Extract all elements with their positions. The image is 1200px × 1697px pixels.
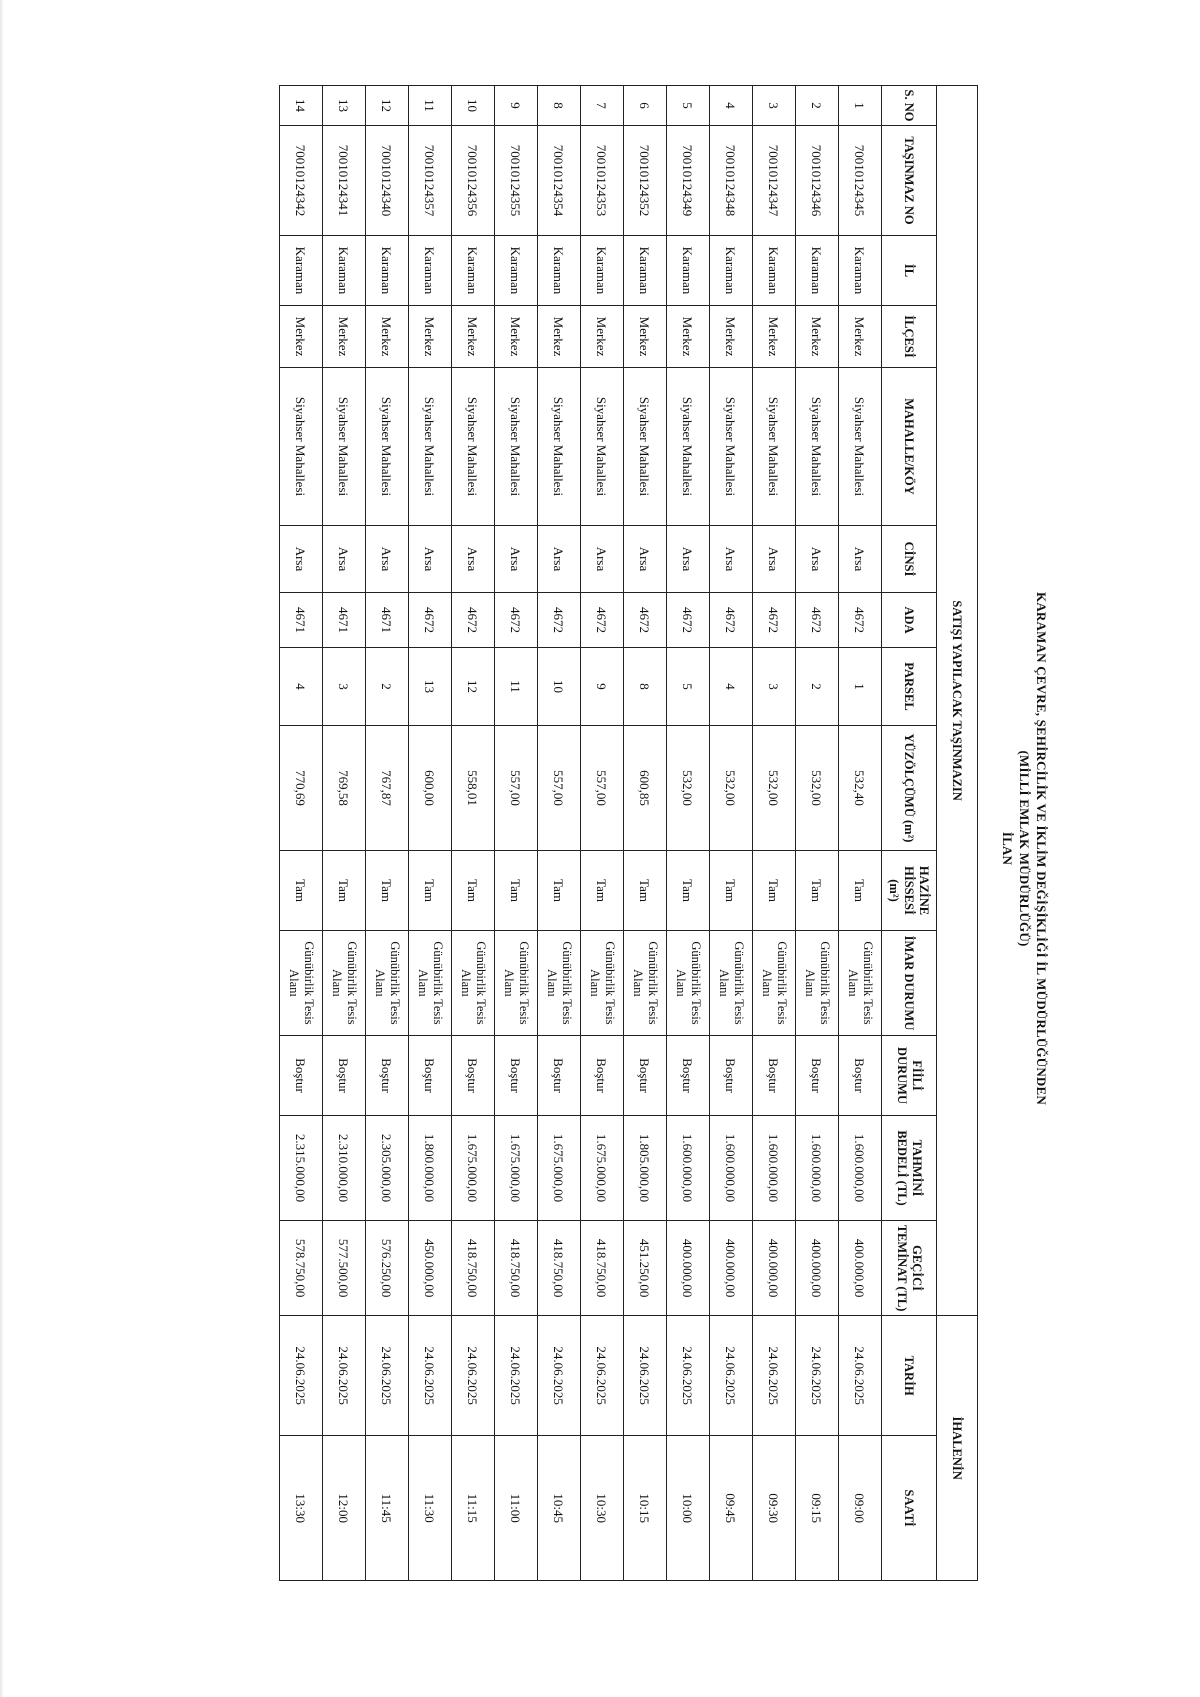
cell-yuzolcum: 532,00	[710, 726, 753, 851]
table-row	[581, 86, 624, 1581]
cell-mahalle: Siyahser Mahallesi	[495, 368, 538, 526]
cell-teminat: 418.750,00	[538, 1221, 581, 1316]
cell-hazine: Tam	[796, 851, 839, 931]
cell-bedel: 1.675.000,00	[581, 1116, 624, 1221]
cell-cins: Arsa	[323, 526, 366, 593]
table-row	[667, 86, 710, 1581]
cell-imar: Günübirlik Tesis Alanı	[452, 931, 495, 1036]
cell-mahalle: Siyahser Mahallesi	[323, 368, 366, 526]
cell-teminat: 577.500,00	[323, 1221, 366, 1316]
cell-yuzolcum: 600,85	[624, 726, 667, 851]
cell-fiili: Boştur	[667, 1036, 710, 1116]
cell-hazine: Tam	[624, 851, 667, 931]
cell-tasinmaz: 70010124355	[495, 126, 538, 236]
col-header-imar: İMAR DURUMU	[882, 931, 937, 1036]
cell-bedel: 1.600.000,00	[753, 1116, 796, 1221]
cell-tasinmaz: 70010124345	[839, 126, 882, 236]
table-row	[624, 86, 667, 1581]
cell-sno: 7	[581, 86, 624, 126]
group-header-row	[937, 86, 978, 1581]
cell-bedel: 2.305.000,00	[366, 1116, 409, 1221]
cell-sno: 5	[667, 86, 710, 126]
cell-tasinmaz: 70010124348	[710, 126, 753, 236]
cell-cins: Arsa	[581, 526, 624, 593]
cell-ilce: Merkez	[452, 306, 495, 368]
cell-parsel: 2	[366, 648, 409, 726]
cell-ilce: Merkez	[581, 306, 624, 368]
cell-tasinmaz: 70010124347	[753, 126, 796, 236]
cell-parsel: 2	[796, 648, 839, 726]
cell-imar: Günübirlik Tesis Alanı	[839, 931, 882, 1036]
cell-tarih: 24.06.2025	[495, 1316, 538, 1436]
cell-fiili: Boştur	[323, 1036, 366, 1116]
cell-tarih: 24.06.2025	[323, 1316, 366, 1436]
group-header-auction: İHALENİN	[937, 1316, 978, 1581]
cell-ilce: Merkez	[624, 306, 667, 368]
cell-ada: 4672	[667, 593, 710, 648]
cell-tarih: 24.06.2025	[753, 1316, 796, 1436]
table-row	[753, 86, 796, 1581]
cell-il: Karaman	[624, 236, 667, 306]
cell-il: Karaman	[366, 236, 409, 306]
cell-mahalle: Siyahser Mahallesi	[796, 368, 839, 526]
cell-parsel: 8	[624, 648, 667, 726]
cell-tasinmaz: 70010124342	[280, 126, 323, 236]
cell-ada: 4671	[323, 593, 366, 648]
cell-parsel: 3	[753, 648, 796, 726]
cell-cins: Arsa	[366, 526, 409, 593]
cell-yuzolcum: 532,00	[667, 726, 710, 851]
cell-hazine: Tam	[409, 851, 452, 931]
cell-imar: Günübirlik Tesis Alanı	[624, 931, 667, 1036]
cell-hazine: Tam	[667, 851, 710, 931]
cell-il: Karaman	[409, 236, 452, 306]
cell-tarih: 24.06.2025	[538, 1316, 581, 1436]
cell-yuzolcum: 769,58	[323, 726, 366, 851]
cell-mahalle: Siyahser Mahallesi	[409, 368, 452, 526]
cell-tarih: 24.06.2025	[667, 1316, 710, 1436]
table-body	[280, 86, 882, 1581]
cell-mahalle: Siyahser Mahallesi	[538, 368, 581, 526]
cell-hazine: Tam	[452, 851, 495, 931]
cell-parsel: 13	[409, 648, 452, 726]
cell-ilce: Merkez	[753, 306, 796, 368]
cell-il: Karaman	[538, 236, 581, 306]
cell-cins: Arsa	[624, 526, 667, 593]
cell-parsel: 5	[667, 648, 710, 726]
col-header-yuzolcum: YÜZÖLÇÜMÜ (m²)	[882, 726, 937, 851]
table-row	[538, 86, 581, 1581]
cell-teminat: 450.000,00	[409, 1221, 452, 1316]
cell-fiili: Boştur	[452, 1036, 495, 1116]
cell-ada: 4671	[280, 593, 323, 648]
col-header-hazine: HAZİNE HİSSESİ (m²)	[882, 851, 937, 931]
cell-imar: Günübirlik Tesis Alanı	[667, 931, 710, 1036]
cell-teminat: 400.000,00	[753, 1221, 796, 1316]
cell-saat: 11:30	[409, 1436, 452, 1581]
cell-fiili: Boştur	[280, 1036, 323, 1116]
cell-ada: 4672	[409, 593, 452, 648]
cell-ada: 4672	[452, 593, 495, 648]
cell-teminat: 451.250,00	[624, 1221, 667, 1316]
cell-saat: 11:45	[366, 1436, 409, 1581]
table-row	[495, 86, 538, 1581]
cell-tarih: 24.06.2025	[452, 1316, 495, 1436]
cell-tasinmaz: 70010124357	[409, 126, 452, 236]
cell-mahalle: Siyahser Mahallesi	[581, 368, 624, 526]
cell-sno: 2	[796, 86, 839, 126]
cell-yuzolcum: 557,00	[581, 726, 624, 851]
cell-tasinmaz: 70010124353	[581, 126, 624, 236]
cell-ilce: Merkez	[710, 306, 753, 368]
cell-tarih: 24.06.2025	[366, 1316, 409, 1436]
cell-yuzolcum: 532,00	[753, 726, 796, 851]
cell-ilce: Merkez	[495, 306, 538, 368]
cell-ada: 4672	[495, 593, 538, 648]
cell-fiili: Boştur	[710, 1036, 753, 1116]
cell-ilce: Merkez	[538, 306, 581, 368]
cell-tasinmaz: 70010124341	[323, 126, 366, 236]
cell-bedel: 1.675.000,00	[495, 1116, 538, 1221]
col-header-ada: ADA	[882, 593, 937, 648]
header-line-1: KARAMAN ÇEVRE, ŞEHİRCİLİK VE İKLİM DEĞİŞİKLİĞİ İL MÜDÜRLÜĞÜNDEN	[1034, 592, 1049, 1105]
cell-il: Karaman	[667, 236, 710, 306]
cell-ilce: Merkez	[366, 306, 409, 368]
cell-tarih: 24.06.2025	[409, 1316, 452, 1436]
cell-teminat: 400.000,00	[710, 1221, 753, 1316]
cell-teminat: 418.750,00	[452, 1221, 495, 1316]
cell-bedel: 1.600.000,00	[710, 1116, 753, 1221]
cell-tarih: 24.06.2025	[839, 1316, 882, 1436]
cell-saat: 11:15	[452, 1436, 495, 1581]
cell-il: Karaman	[581, 236, 624, 306]
table-row	[839, 86, 882, 1581]
cell-cins: Arsa	[796, 526, 839, 593]
group-header-property: SATIŞI YAPILACAK TAŞINMAZIN	[937, 86, 978, 1316]
cell-yuzolcum: 770,69	[280, 726, 323, 851]
cell-fiili: Boştur	[624, 1036, 667, 1116]
cell-ada: 4672	[796, 593, 839, 648]
col-header-saat: SAATİ	[882, 1436, 937, 1581]
auction-table	[279, 85, 978, 1581]
cell-sno: 11	[409, 86, 452, 126]
cell-imar: Günübirlik Tesis Alanı	[409, 931, 452, 1036]
table-row	[366, 86, 409, 1581]
cell-ada: 4672	[839, 593, 882, 648]
cell-bedel: 1.675.000,00	[452, 1116, 495, 1221]
cell-hazine: Tam	[280, 851, 323, 931]
cell-yuzolcum: 600,00	[409, 726, 452, 851]
cell-parsel: 12	[452, 648, 495, 726]
cell-imar: Günübirlik Tesis Alanı	[323, 931, 366, 1036]
col-header-tasinmaz: TAŞINMAZ NO	[882, 126, 937, 236]
column-header-row	[882, 86, 937, 1581]
cell-cins: Arsa	[753, 526, 796, 593]
cell-imar: Günübirlik Tesis Alanı	[581, 931, 624, 1036]
cell-imar: Günübirlik Tesis Alanı	[495, 931, 538, 1036]
col-header-fiili: FİİLİ DURUMU	[882, 1036, 937, 1116]
cell-fiili: Boştur	[495, 1036, 538, 1116]
cell-tasinmaz: 70010124356	[452, 126, 495, 236]
cell-mahalle: Siyahser Mahallesi	[710, 368, 753, 526]
col-header-bedel: TAHMİNİ BEDELİ (TL)	[882, 1116, 937, 1221]
cell-tarih: 24.06.2025	[710, 1316, 753, 1436]
cell-saat: 09:00	[839, 1436, 882, 1581]
cell-saat: 10:15	[624, 1436, 667, 1581]
cell-il: Karaman	[710, 236, 753, 306]
cell-tarih: 24.06.2025	[280, 1316, 323, 1436]
cell-tarih: 24.06.2025	[796, 1316, 839, 1436]
cell-ada: 4672	[710, 593, 753, 648]
cell-hazine: Tam	[581, 851, 624, 931]
col-header-cins: CİNSİ	[882, 526, 937, 593]
cell-il: Karaman	[753, 236, 796, 306]
cell-sno: 6	[624, 86, 667, 126]
cell-tasinmaz: 70010124349	[667, 126, 710, 236]
cell-cins: Arsa	[667, 526, 710, 593]
col-header-sno: S. NO	[882, 86, 937, 126]
cell-yuzolcum: 557,00	[538, 726, 581, 851]
col-header-tarih: TARİH	[882, 1316, 937, 1436]
table-row	[280, 86, 323, 1581]
cell-cins: Arsa	[280, 526, 323, 593]
cell-ilce: Merkez	[323, 306, 366, 368]
cell-bedel: 1.805.000,00	[624, 1116, 667, 1221]
cell-parsel: 10	[538, 648, 581, 726]
cell-ada: 4672	[581, 593, 624, 648]
table-row	[796, 86, 839, 1581]
cell-fiili: Boştur	[581, 1036, 624, 1116]
cell-saat: 10:00	[667, 1436, 710, 1581]
cell-parsel: 3	[323, 648, 366, 726]
cell-mahalle: Siyahser Mahallesi	[753, 368, 796, 526]
cell-fiili: Boştur	[409, 1036, 452, 1116]
cell-mahalle: Siyahser Mahallesi	[366, 368, 409, 526]
cell-il: Karaman	[495, 236, 538, 306]
col-header-teminat: GEÇİCİ TEMİNAT (TL)	[882, 1221, 937, 1316]
cell-saat: 11:00	[495, 1436, 538, 1581]
cell-tasinmaz: 70010124340	[366, 126, 409, 236]
cell-fiili: Boştur	[753, 1036, 796, 1116]
header-line-3: İLAN	[1000, 831, 1015, 866]
cell-cins: Arsa	[710, 526, 753, 593]
cell-parsel: 4	[280, 648, 323, 726]
cell-bedel: 2.310.000,00	[323, 1116, 366, 1221]
cell-bedel: 2.315.000,00	[280, 1116, 323, 1221]
cell-yuzolcum: 532,00	[796, 726, 839, 851]
table-row	[409, 86, 452, 1581]
cell-il: Karaman	[796, 236, 839, 306]
table-row	[323, 86, 366, 1581]
cell-ilce: Merkez	[667, 306, 710, 368]
cell-cins: Arsa	[409, 526, 452, 593]
cell-imar: Günübirlik Tesis Alanı	[796, 931, 839, 1036]
cell-mahalle: Siyahser Mahallesi	[452, 368, 495, 526]
cell-saat: 09:15	[796, 1436, 839, 1581]
cell-imar: Günübirlik Tesis Alanı	[710, 931, 753, 1036]
cell-teminat: 418.750,00	[495, 1221, 538, 1316]
cell-teminat: 576.250,00	[366, 1221, 409, 1316]
cell-tasinmaz: 70010124346	[796, 126, 839, 236]
cell-hazine: Tam	[495, 851, 538, 931]
cell-imar: Günübirlik Tesis Alanı	[753, 931, 796, 1036]
cell-saat: 13:30	[280, 1436, 323, 1581]
cell-cins: Arsa	[839, 526, 882, 593]
cell-sno: 10	[452, 86, 495, 126]
cell-il: Karaman	[839, 236, 882, 306]
cell-fiili: Boştur	[366, 1036, 409, 1116]
cell-teminat: 400.000,00	[839, 1221, 882, 1316]
table-row	[452, 86, 495, 1581]
cell-ada: 4671	[366, 593, 409, 648]
cell-tasinmaz: 70010124352	[624, 126, 667, 236]
cell-yuzolcum: 532,40	[839, 726, 882, 851]
cell-teminat: 418.750,00	[581, 1221, 624, 1316]
cell-tarih: 24.06.2025	[624, 1316, 667, 1436]
cell-saat: 09:45	[710, 1436, 753, 1581]
cell-sno: 12	[366, 86, 409, 126]
cell-il: Karaman	[452, 236, 495, 306]
cell-ada: 4672	[538, 593, 581, 648]
header-line-2: (MİLLİ EMLAK MÜDÜRLÜĞÜ)	[1017, 750, 1032, 947]
cell-mahalle: Siyahser Mahallesi	[839, 368, 882, 526]
cell-teminat: 400.000,00	[796, 1221, 839, 1316]
cell-imar: Günübirlik Tesis Alanı	[366, 931, 409, 1036]
cell-il: Karaman	[323, 236, 366, 306]
cell-sno: 13	[323, 86, 366, 126]
cell-saat: 12:00	[323, 1436, 366, 1581]
cell-parsel: 9	[581, 648, 624, 726]
cell-parsel: 4	[710, 648, 753, 726]
cell-imar: Günübirlik Tesis Alanı	[280, 931, 323, 1036]
cell-hazine: Tam	[323, 851, 366, 931]
cell-hazine: Tam	[366, 851, 409, 931]
table-row	[710, 86, 753, 1581]
cell-ilce: Merkez	[409, 306, 452, 368]
cell-saat: 10:45	[538, 1436, 581, 1581]
col-header-mahalle: MAHALLE/KÖY	[882, 368, 937, 526]
cell-parsel: 11	[495, 648, 538, 726]
cell-sno: 8	[538, 86, 581, 126]
cell-il: Karaman	[280, 236, 323, 306]
col-header-ilce: İLÇESİ	[882, 306, 937, 368]
cell-imar: Günübirlik Tesis Alanı	[538, 931, 581, 1036]
cell-sno: 14	[280, 86, 323, 126]
cell-saat: 09:30	[753, 1436, 796, 1581]
cell-mahalle: Siyahser Mahallesi	[280, 368, 323, 526]
cell-bedel: 1.800.000,00	[409, 1116, 452, 1221]
cell-fiili: Boştur	[538, 1036, 581, 1116]
col-header-il: İL	[882, 236, 937, 306]
cell-bedel: 1.600.000,00	[667, 1116, 710, 1221]
cell-ilce: Merkez	[280, 306, 323, 368]
cell-mahalle: Siyahser Mahallesi	[667, 368, 710, 526]
col-header-parsel: PARSEL	[882, 648, 937, 726]
cell-saat: 10:30	[581, 1436, 624, 1581]
cell-sno: 9	[495, 86, 538, 126]
cell-sno: 3	[753, 86, 796, 126]
cell-yuzolcum: 558,01	[452, 726, 495, 851]
cell-hazine: Tam	[839, 851, 882, 931]
cell-tasinmaz: 70010124354	[538, 126, 581, 236]
cell-ada: 4672	[753, 593, 796, 648]
cell-teminat: 400.000,00	[667, 1221, 710, 1316]
cell-hazine: Tam	[753, 851, 796, 931]
cell-hazine: Tam	[538, 851, 581, 931]
cell-hazine: Tam	[710, 851, 753, 931]
cell-fiili: Boştur	[796, 1036, 839, 1116]
cell-parsel: 1	[839, 648, 882, 726]
cell-yuzolcum: 767,87	[366, 726, 409, 851]
cell-bedel: 1.600.000,00	[796, 1116, 839, 1221]
cell-ilce: Merkez	[796, 306, 839, 368]
cell-sno: 1	[839, 86, 882, 126]
cell-fiili: Boştur	[839, 1036, 882, 1116]
cell-yuzolcum: 557,00	[495, 726, 538, 851]
cell-cins: Arsa	[538, 526, 581, 593]
cell-tarih: 24.06.2025	[581, 1316, 624, 1436]
cell-teminat: 578.750,00	[280, 1221, 323, 1316]
document-header	[999, 0, 1050, 1697]
cell-sno: 4	[710, 86, 753, 126]
cell-cins: Arsa	[452, 526, 495, 593]
cell-mahalle: Siyahser Mahallesi	[624, 368, 667, 526]
cell-ada: 4672	[624, 593, 667, 648]
cell-bedel: 1.675.000,00	[538, 1116, 581, 1221]
cell-ilce: Merkez	[839, 306, 882, 368]
cell-cins: Arsa	[495, 526, 538, 593]
cell-bedel: 1.600.000,00	[839, 1116, 882, 1221]
